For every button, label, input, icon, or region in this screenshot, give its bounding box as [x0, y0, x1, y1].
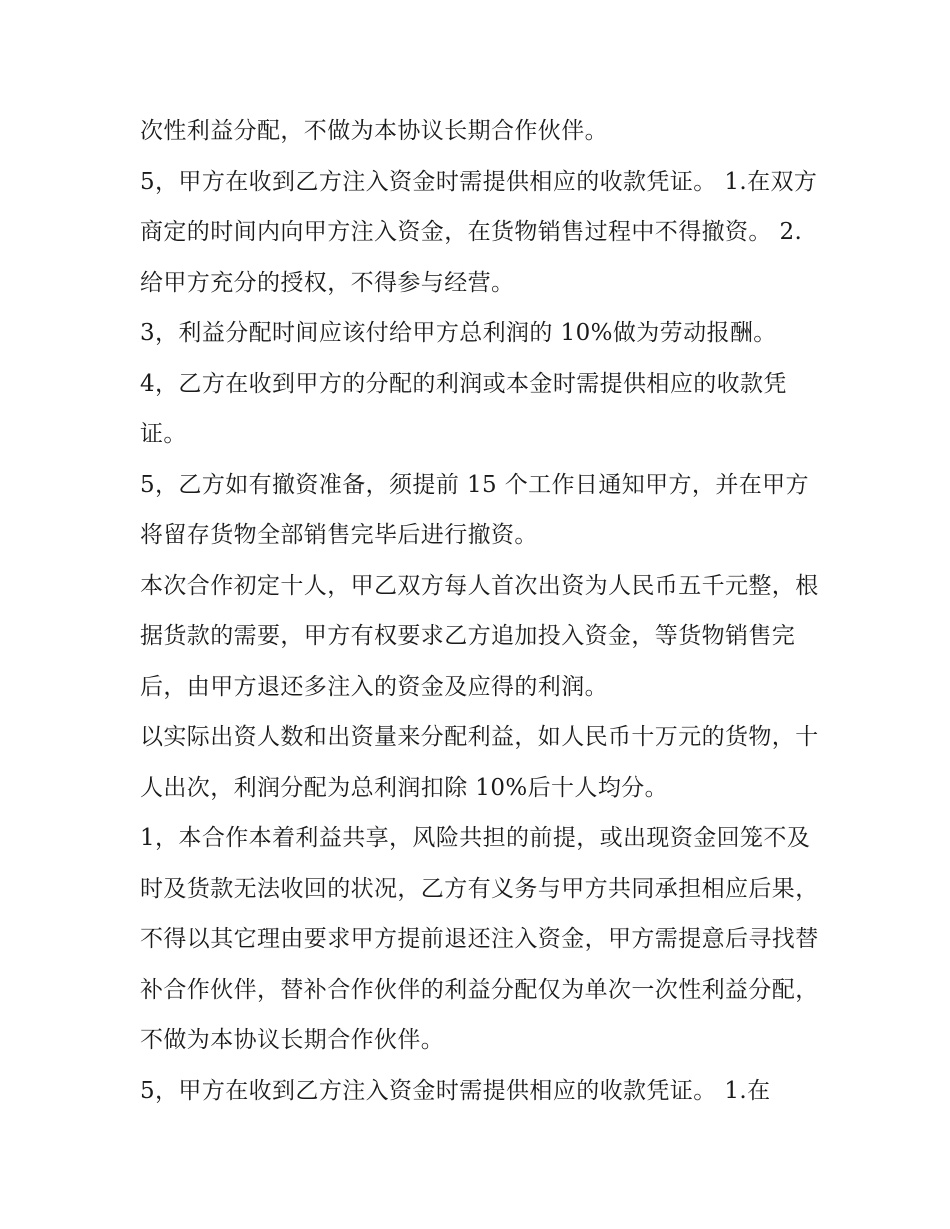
- paragraph-5: 5，乙方如有撤资准备，须提前 15 个工作日通知甲方，并在甲方将留存货物全部销售完毕后进行撤资。: [140, 471, 809, 548]
- paragraph-1: 次性利益分配，不做为本协议长期合作伙伴。: [140, 118, 608, 144]
- paragraph-3: 3，利益分配时间应该付给甲方总利润的 10%做为劳动报酬。: [140, 320, 777, 346]
- paragraph-8: 1，本合作本着利益共享，风险共担的前提，或出现资金回笼不及时及货款无法收回的状况，乙方有义务与甲方共同承担相应后果，不得以其它理由要求甲方提前退还注入资金，甲方需提意后寻找替补合作伙伴，替补合作伙伴的利益分配仅为单次一次性利益分配，不做为本协议长期合作伙伴。: [140, 825, 819, 1053]
- paragraph-4: 4，乙方在收到甲方的分配的利润或本金时需提供相应的收款凭证。: [140, 370, 787, 447]
- paragraph-9: 5，甲方在收到乙方注入资金时需提供相应的收款凭证。 1.在: [140, 1077, 771, 1104]
- paragraph-7: 以实际出资人数和出资量来分配利益，如人民币十万元的货物，十人出次，利润分配为总利润扣除 10%后十人均分。: [140, 724, 819, 801]
- paragraph-6: 本次合作初定十人，甲乙双方每人首次出资为人民币五千元整，根据货款的需要，甲方有权要求乙方追加投入资金，等货物销售完后，由甲方退还多注入的资金及应得的利润。: [140, 572, 819, 700]
- document-body: [140, 106, 820, 1116]
- paragraph-2: 5，甲方在收到乙方注入资金时需提供相应的收款凭证。 1.在双方商定的时间内向甲方注入资金，在货物销售过程中不得撤资。 2.给甲方充分的授权，不得参与经营。: [140, 168, 818, 296]
